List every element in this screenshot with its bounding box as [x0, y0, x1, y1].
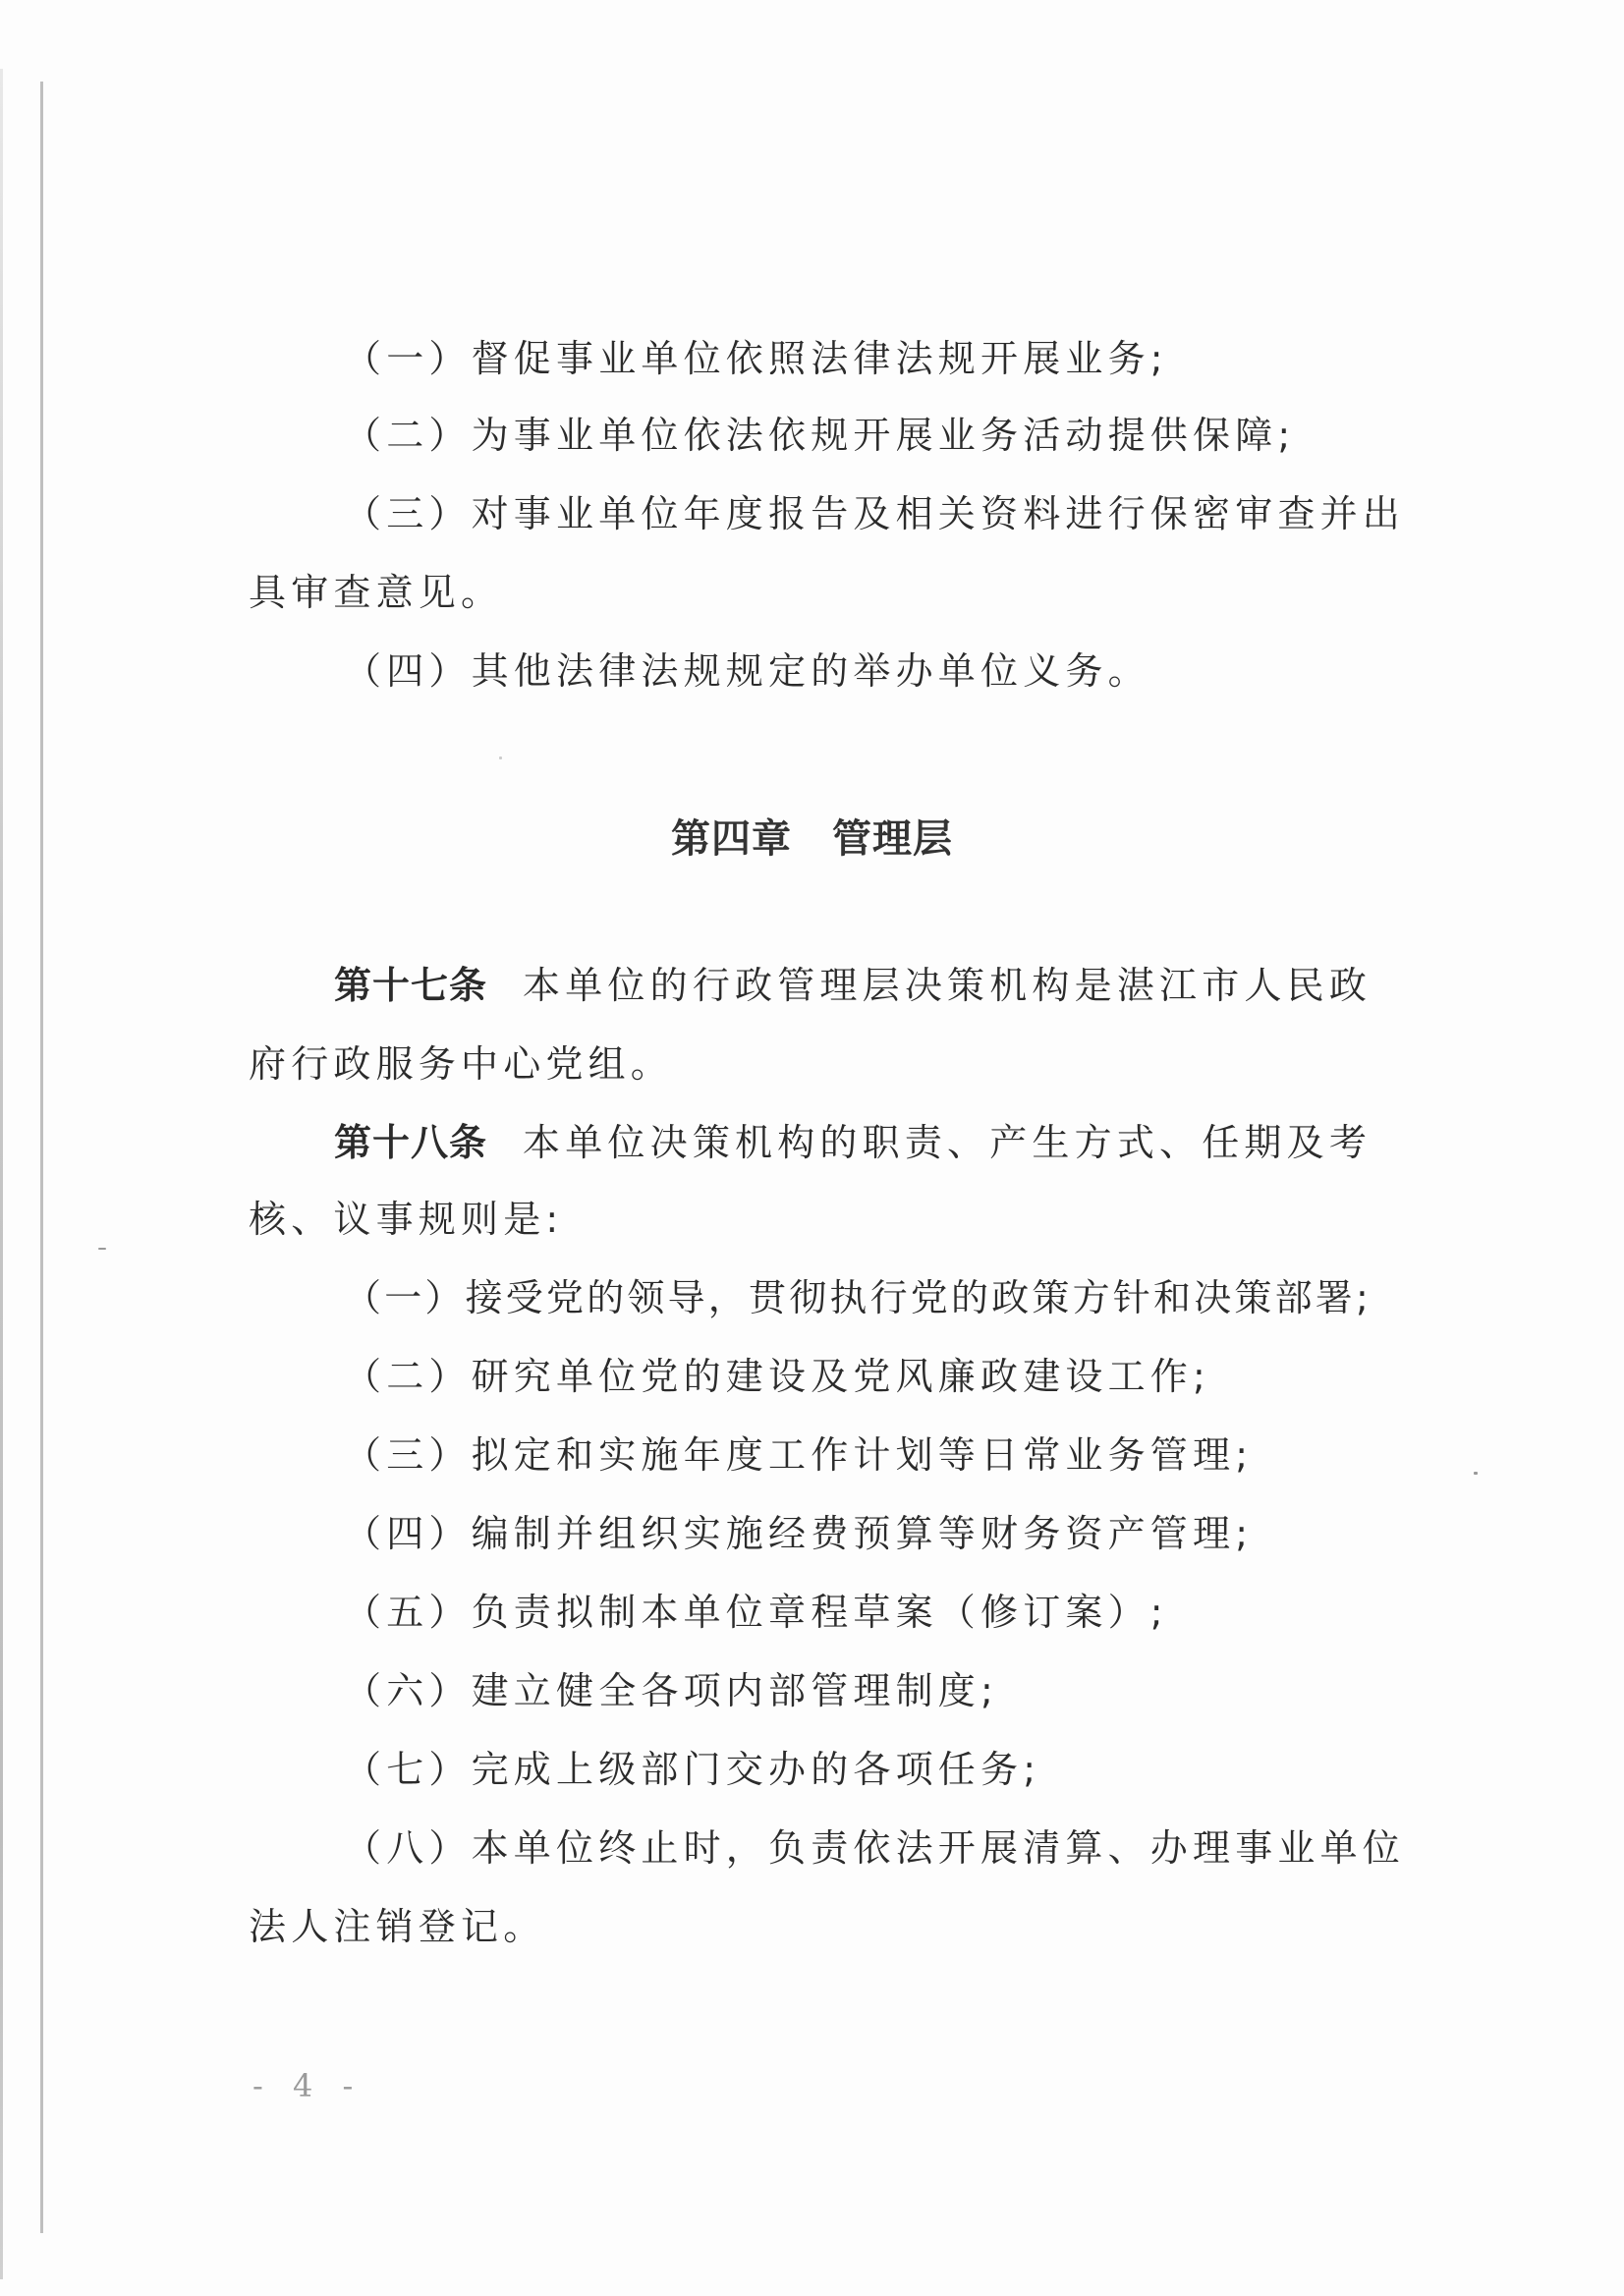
article-17-cont: 府行政服务中心党组。 [249, 1042, 674, 1086]
duty-item-8-cont: 法人注销登记。 [249, 1905, 546, 1948]
obligation-item-1: （一）督促事业单位依照法律法规开展业务; [344, 337, 1168, 380]
article-18 [334, 1121, 1372, 1164]
article-18-cont: 核、议事规则是: [249, 1198, 564, 1241]
obligation-item-3: （三）对事业单位年度报告及相关资料进行保密审查并出 [344, 492, 1406, 535]
scan-speck [98, 1248, 106, 1250]
duty-item-6: （六）建立健全各项内部管理制度; [344, 1669, 999, 1712]
scan-edge-shadow [0, 69, 3, 2279]
article-18-text: 本单位决策机构的职责、产生方式、任期及考 [523, 1121, 1372, 1164]
scan-speck [499, 756, 502, 759]
page-number: - 4 - [252, 2067, 364, 2104]
duty-item-7: （七）完成上级部门交办的各项任务; [344, 1748, 1041, 1791]
duty-item-3: （三）拟定和实施年度工作计划等日常业务管理; [344, 1433, 1254, 1477]
duty-item-4: （四）编制并组织实施经费预算等财务资产管理; [344, 1512, 1254, 1555]
duty-item-1: （一）接受党的领导，贯彻执行党的政策方针和决策部署; [344, 1276, 1372, 1319]
obligation-item-4: （四）其他法律法规规定的举办单位义务。 [344, 649, 1150, 693]
duty-item-8: （八）本单位终止时，负责依法开展清算、办理事业单位 [344, 1826, 1406, 1870]
article-17-number: 第十七条 [334, 964, 488, 1007]
scan-speck [1474, 1472, 1478, 1475]
duty-item-2: （二）研究单位党的建设及党风廉政建设工作; [344, 1355, 1211, 1398]
obligation-item-2: （二）为事业单位依法依规开展业务活动提供保障; [344, 414, 1296, 457]
duty-item-5: （五）负责拟制本单位章程草案（修订案）; [344, 1591, 1168, 1634]
article-17 [334, 964, 1372, 1007]
scan-binding-line [40, 82, 43, 2233]
chapter-title: 第四章 管理层 [671, 816, 953, 862]
article-17-text: 本单位的行政管理层决策机构是湛江市人民政 [523, 964, 1372, 1007]
obligation-item-3-cont: 具审查意见。 [249, 571, 504, 614]
article-18-number: 第十八条 [334, 1121, 488, 1164]
